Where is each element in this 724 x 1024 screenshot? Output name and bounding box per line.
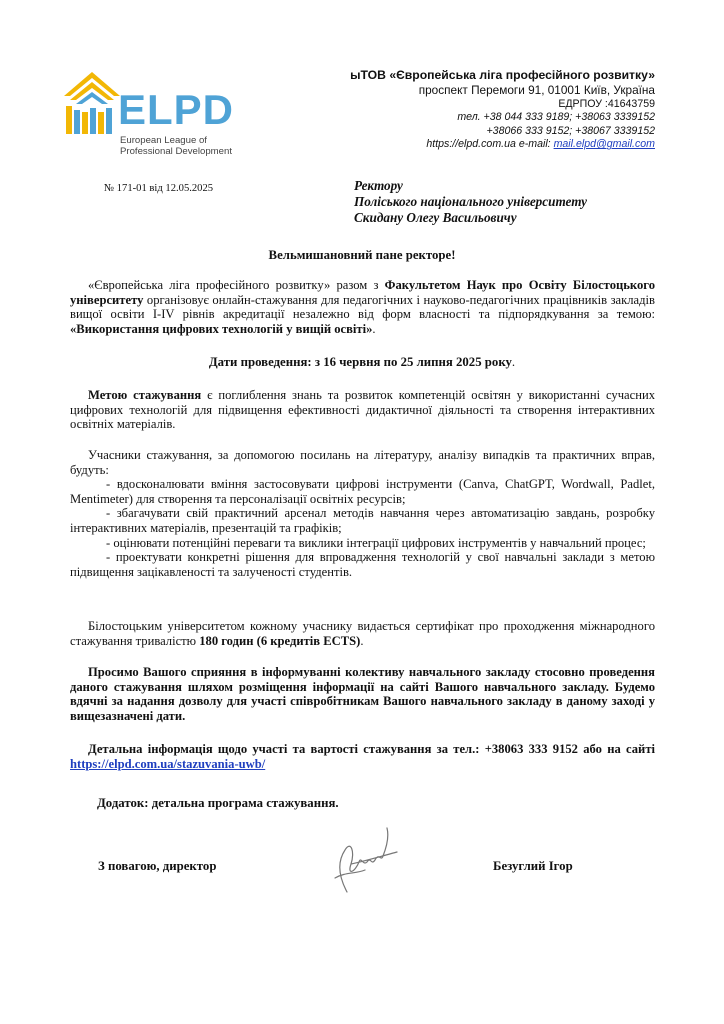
organization-phones-2: +38066 333 9152; +38067 3339152 (486, 124, 655, 137)
certificate-hours: 180 годин (6 кредитів ECTS) (199, 633, 361, 648)
organization-name: ыТОВ «Європейська ліга професійного розвитку» (350, 68, 655, 82)
annex-note: Додаток: детальна програма стажування. (97, 796, 339, 810)
house-logo-icon (62, 68, 122, 138)
internship-dates (0, 355, 724, 370)
organization-phones-1: тел. +38 044 333 9189; +38063 3339152 (457, 111, 655, 124)
paragraph-participants (70, 448, 655, 579)
handwritten-signature-icon (325, 822, 409, 898)
organization-header (350, 68, 655, 152)
list-item: - проектувати конкретні рішення для впровадження технологій у свої навчальні заклади з метою підвищення зацікавленості та залученості студентів. (70, 550, 655, 579)
participants-intro: Учасники стажування, за допомогою посилань на літературу, аналізу випадків та практичних вправ, будуть: (70, 448, 655, 477)
paragraph-goal (70, 388, 655, 432)
list-item: - оцінювати потенційні переваги та виклики інтеграції цифрових інструментів у навчальний процес; (106, 535, 646, 550)
addressee-line-3: Скидану Олегу Васильовичу (354, 210, 517, 225)
addressee-line-1: Ректору (354, 178, 403, 193)
email-label: e-mail: (518, 138, 551, 151)
paragraph-certificate (70, 619, 655, 648)
internship-topic: «Використання цифрових технологій у вищій освіті» (70, 321, 373, 336)
text-span: Білостоцьким університетом кожному учаснику видається сертифікат про проходження міжнародного стажування тривалістю (70, 619, 655, 648)
organization-contacts (350, 138, 655, 152)
list-item: - вдосконалювати вміння застосовувати цифрові інструменти (Canva, ChatGPT, Wordwall, Padlet, Mentimeter) для створення та персоналізації освітніх ресурсів; (70, 477, 655, 506)
text-span: . (360, 633, 364, 648)
faculty-name: Факультетом Наук про Освіту Білостоцького університету (70, 278, 655, 307)
reference-number: № 171-01 від 12.05.2025 (104, 183, 214, 194)
email-link[interactable]: mail.elpd@gmail.com (553, 138, 655, 151)
salutation: Вельмишановний пане ректоре! (268, 248, 456, 262)
text-span: організовує онлайн-стажування для педагогічних і науково-педагогічних працівників закладів вищої освіти І-ІV рівнів акредитації незалежно від форм власності та підпорядкування за темою: (70, 292, 655, 322)
goal-label: Метою стажування (88, 388, 202, 402)
organization-address: проспект Перемоги 91, 01001 Київ, Україна (418, 83, 655, 97)
internship-link[interactable]: https://elpd.com.ua/stazuvania-uwb/ (70, 756, 266, 771)
organization-site[interactable]: https://elpd.com.ua (426, 138, 516, 151)
paragraph-intro (70, 278, 655, 336)
paragraph-contact-info (70, 742, 655, 771)
addressee-line-2: Поліського національного університету (354, 194, 588, 209)
logo-line-2: Professional Development (120, 146, 232, 157)
text-span: . (511, 355, 516, 369)
logo-mark: ELPD (118, 86, 235, 133)
dates-text: Дати проведення: з 16 червня по 25 липня 2025 року (208, 355, 512, 369)
text-span: Детальна інформація щодо участі та вартості стажування за тел.: +38063 333 9152 або на сайті (88, 742, 655, 756)
text-span: . (372, 321, 376, 336)
signature-closing: З повагою, директор (98, 859, 217, 873)
text-span: є поглиблення знань та розвиток компетенцій освітян у використанні сучасних цифрових технологій для підвищення ефективності дидактичної діяльності та створення інтерактивних освітніх матеріалів. (70, 388, 655, 432)
signatory-name: Безуглий Ігор (493, 859, 573, 873)
organization-edrpou: ЕДРПОУ :41643759 (558, 97, 655, 110)
paragraph-request: Просимо Вашого сприяння в інформуванні колективу навчального закладу стосовно проведення даного стажування шляхом розміщення інформації на сайті Вашого навчального закладу. Будемо вдячні за надання дозволу для участі співробітникам Вашого навчального закладу в даному заході у вищезазначені дати. (70, 665, 655, 723)
elpd-logo (62, 68, 262, 164)
text-span: «Європейська ліга професійного розвитку» разом з (88, 278, 385, 292)
addressee (354, 178, 587, 226)
list-item: - збагачувати свій практичний арсенал методів навчання через автоматизацію завдань, розробку інтерактивних матеріалів, презентацій та графіків; (70, 506, 655, 535)
logo-line-1: European League of (120, 135, 207, 146)
